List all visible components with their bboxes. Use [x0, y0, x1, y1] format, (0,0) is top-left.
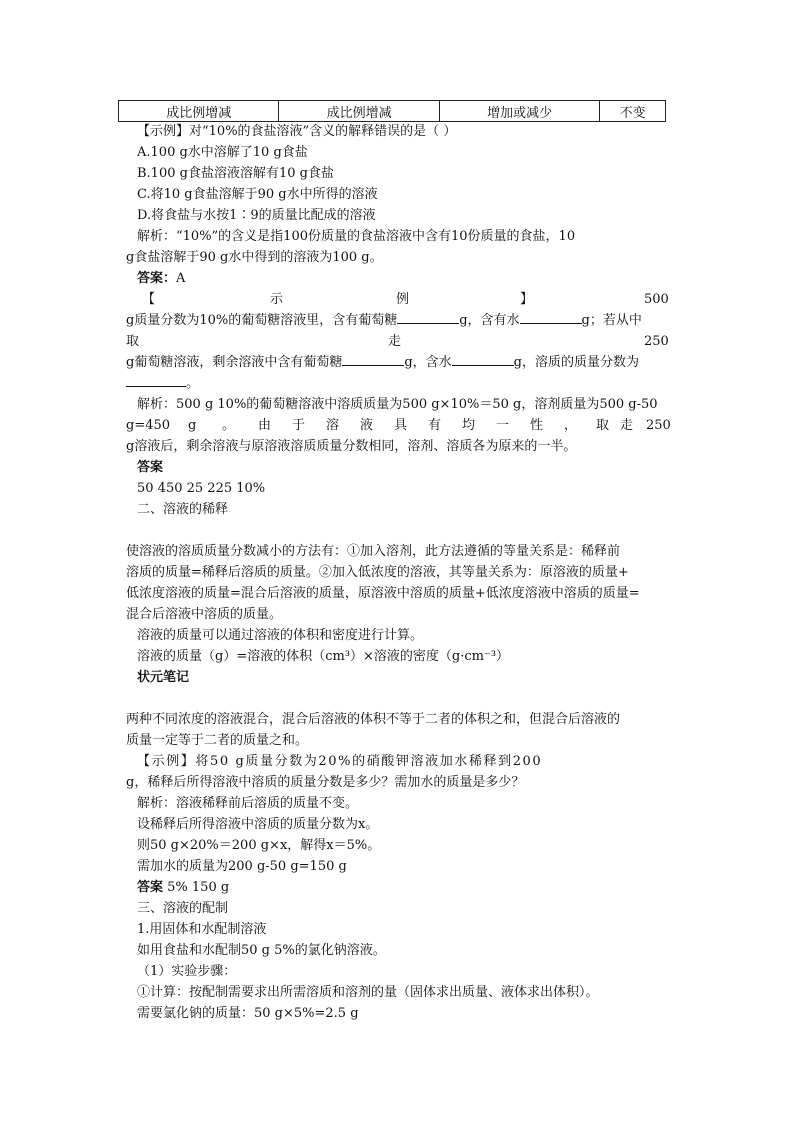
text-span: 。: [186, 376, 200, 391]
answer-value: 5% 150 g: [167, 880, 230, 895]
answer-values: 50 450 25 225 10%: [137, 481, 266, 496]
blank-field: [520, 310, 582, 324]
answer-label: 答案: [137, 880, 164, 895]
answer-label: 答案：: [137, 271, 177, 286]
heading-char: 例: [396, 292, 410, 307]
example-question: 【示例】对“10%的食盐溶液”含义的解释错误的是（ ）: [137, 124, 457, 139]
answer-line: [137, 268, 185, 289]
table-cell: 不变: [600, 101, 666, 122]
blank-field: [126, 373, 186, 387]
text-span: 取: [596, 418, 610, 433]
analysis-line: g溶液后，剩余溶液与原溶液溶质质量分数相同，溶剂、溶质各为原来的一半。: [126, 439, 577, 454]
answer-value: A: [176, 271, 186, 286]
text-span: g，含有水: [459, 313, 520, 328]
blank-field: [397, 310, 459, 324]
analysis-line: 解析：500 g 10%的葡萄糖溶液中溶质质量为500 g×10%＝50 g，溶剂质量为500 g-50: [137, 397, 658, 412]
text-span: g: [188, 418, 197, 433]
text-span: 走: [620, 418, 634, 433]
paragraph-line: 低浓度溶液的质量=混合后溶液的质量，原溶液中溶质的质量+低浓度溶液中溶质的质量=: [126, 586, 640, 601]
text-span: g质量分数为10%的葡萄糖溶液里，含有葡萄糖: [126, 313, 398, 328]
fill-blank-line: [126, 373, 199, 394]
paragraph-line: 混合后溶液中溶质的质量。: [126, 607, 283, 622]
text-span: 走: [388, 334, 402, 349]
section-title: 二、溶液的稀释: [137, 502, 229, 517]
subsection-line: （1）实验步骤：: [137, 964, 237, 979]
text-span: 由: [258, 418, 272, 433]
text-span: g，含水: [404, 355, 452, 370]
text-span: 。: [222, 418, 236, 433]
subsection-line: ①计算：按配制需要求出所需溶质和溶剂的量（固体求出质量、液体求出体积）。: [137, 985, 599, 1000]
text-span: 均: [462, 418, 476, 433]
blank-field: [342, 352, 404, 366]
subsection-line: 1.用固体和水配制溶液: [137, 922, 267, 937]
subsection-line: 如用食盐和水配制50 g 5%的氯化钠溶液。: [137, 943, 386, 958]
table-cell: 增加或减少: [439, 101, 599, 122]
text-span: 性: [530, 418, 544, 433]
option-a: A.100 g水中溶解了10 g食盐: [137, 145, 308, 160]
option-c: C.将10 g食盐溶解于90 g水中所得的溶液: [137, 187, 378, 202]
text-span: g=450: [126, 418, 171, 433]
solution-line: 需加水的质量为200 g-50 g=150 g: [137, 859, 347, 874]
heading-number: 500: [644, 292, 669, 307]
option-d: D.将食盐与水按1∶9的质量比配成的溶液: [137, 208, 376, 223]
text-span: ，: [564, 418, 578, 433]
solution-line: 解析：溶液稀释前后溶质的质量不变。: [137, 796, 359, 811]
solution-line: 则50 g×20%＝200 g×x，解得x＝5%。: [137, 838, 381, 853]
note-line: 质量一定等于二者的质量之和。: [126, 733, 309, 748]
text-span: 液: [360, 418, 374, 433]
text-span: 具: [394, 418, 408, 433]
notes-title: 状元笔记: [137, 670, 190, 685]
answer-label: 答案: [137, 460, 164, 475]
text-span: 有: [428, 418, 442, 433]
text-span: g葡萄糖溶液，剩余溶液中含有葡萄糖: [126, 355, 343, 370]
example-question: 【示例】将50 g质量分数为20%的硝酸钾溶液加水稀释到200: [137, 754, 543, 769]
bracket-open: 【: [142, 292, 156, 307]
paragraph-line: 溶质的质量=稀释后溶质的质量。②加入低浓度的溶液，其等量关系为：原溶液的质量+: [126, 565, 629, 580]
paragraph-line: 使溶液的溶质质量分数减小的方法有：①加入溶剂，此方法遵循的等量关系是：稀释前: [126, 544, 621, 559]
formula-line: 溶液的质量（g）=溶液的体积（cm³）×溶液的密度（g·cm⁻³）: [137, 649, 510, 664]
table-cell: 成比例增减: [119, 101, 279, 122]
text-span: g；若从中: [581, 313, 642, 328]
heading-char: 示: [270, 292, 284, 307]
option-b: B.100 g食盐溶液溶解有10 g食盐: [137, 166, 334, 181]
text-span: 一: [496, 418, 510, 433]
fill-blank-line: [126, 352, 639, 373]
subsection-line: 需要氯化钠的质量：50 g×5%=2.5 g: [137, 1006, 359, 1021]
text-span: 250: [644, 334, 669, 349]
answer-line: [137, 877, 229, 898]
section-title: 三、溶液的配制: [137, 901, 229, 916]
table-row: [119, 101, 666, 122]
fill-blank-line: [126, 310, 642, 331]
bracket-close: 】: [520, 292, 534, 307]
text-span: g，溶质的质量分数为: [513, 355, 639, 370]
comparison-table: [118, 100, 666, 122]
table-cell: 成比例增减: [279, 101, 439, 122]
analysis-line: 解析：“10%”的含义是指100份质量的食盐溶液中含有10份质量的食盐，10: [137, 229, 576, 244]
text-span: 250: [646, 418, 671, 433]
analysis-line: g食盐溶解于90 g水中得到的溶液为100 g。: [126, 250, 383, 265]
text-span: 取: [126, 334, 140, 349]
blank-field: [452, 352, 514, 366]
text-span: 于: [292, 418, 306, 433]
text-span: 溶: [326, 418, 340, 433]
paragraph-line: 溶液的质量可以通过溶液的体积和密度进行计算。: [137, 628, 424, 643]
example-question: g，稀释后所得溶液中溶质的质量分数是多少？需加水的质量是多少？: [126, 775, 525, 790]
note-line: 两种不同浓度的溶液混合，混合后溶液的体积不等于二者的体积之和，但混合后溶液的: [126, 712, 621, 727]
solution-line: 设稀释后所得溶液中溶质的质量分数为x。: [137, 817, 379, 832]
